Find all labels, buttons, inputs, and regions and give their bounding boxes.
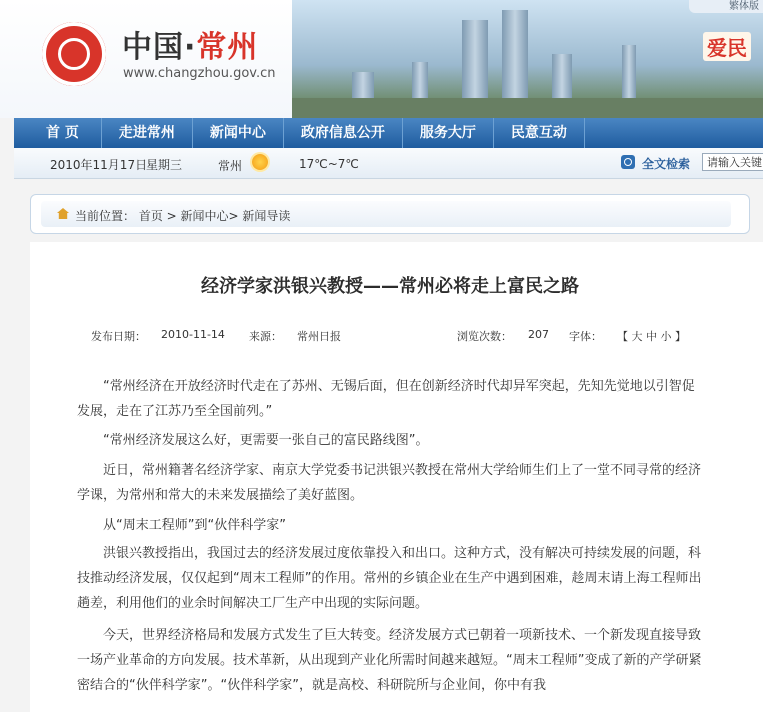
site-header bbox=[0, 0, 763, 118]
nav-item-service-hall[interactable]: 服务大厅 bbox=[403, 118, 494, 148]
breadcrumb-box bbox=[30, 194, 750, 234]
site-url: www.changzhou.gov.cn bbox=[123, 66, 276, 81]
article-panel bbox=[30, 242, 763, 712]
home-icon bbox=[57, 208, 69, 219]
nav-item-home[interactable]: 首 页 bbox=[14, 118, 102, 148]
sun-icon bbox=[252, 154, 268, 170]
publish-date: 2010-11-14 bbox=[161, 328, 225, 341]
article-paragraph: 近日，常州籍著名经济学家、南京大学党委书记洪银兴教授在常州大学给师生们上了一堂不同寻常的经济学课，为常州和常大的未来发展描绘了美好蓝图。 bbox=[77, 463, 702, 503]
article-title: 经济学家洪银兴教授——常州必将走上富民之路 bbox=[201, 276, 579, 297]
site-logo-title[interactable]: 中国·常州 bbox=[122, 30, 259, 65]
current-weekday: 星期三 bbox=[146, 158, 183, 172]
nav-item-news-center[interactable]: 新闻中心 bbox=[193, 118, 284, 148]
weather-city: 常州 bbox=[218, 159, 243, 173]
source-label: 来源： bbox=[249, 330, 282, 343]
header-banner-image bbox=[292, 0, 763, 118]
view-count-label: 浏览次数： bbox=[457, 330, 512, 343]
fulltext-search-button[interactable]: 全文检索 bbox=[642, 157, 691, 171]
view-count: 207 bbox=[528, 328, 549, 341]
publish-date-label: 发布日期： bbox=[91, 330, 146, 343]
nav-item-gov-info[interactable]: 政府信息公开 bbox=[284, 118, 403, 148]
nav-item-public-interaction[interactable]: 民意互动 bbox=[494, 118, 585, 148]
city-seal-logo[interactable] bbox=[42, 22, 106, 86]
article-paragraph: 洪银兴教授指出，我国过去的经济发展过度依靠投入和出口。这种方式，没有解决可持续发展的问题，科技推动经济发展，仅仅起到“周末工程师”的作用。常州的乡镇企业在生产中遇到困难，趁周末请上海工程师出趟差，利用他们的业余时间解决工厂生产中出现的实际问题。 bbox=[77, 546, 702, 611]
traditional-chinese-link[interactable]: 繁体版 bbox=[689, 0, 763, 13]
search-input[interactable] bbox=[702, 153, 763, 171]
article-paragraph: “常州经济在开放经济时代走在了苏州、无锡后面，但在创新经济时代却异军突起，先知先觉地以引智促发展，走在了江苏乃至全国前列。” bbox=[77, 379, 695, 419]
font-size-switcher[interactable]: 【 大 中 小 】 bbox=[617, 330, 686, 343]
source-value: 常州日报 bbox=[297, 330, 341, 343]
article-subheading: 从“周末工程师”到“伙伴科学家” bbox=[103, 518, 286, 533]
breadcrumb[interactable]: 当前位置： 首页 > 新闻中心> 新闻导读 bbox=[75, 209, 291, 223]
main-nav bbox=[14, 118, 763, 148]
article-paragraph: “常州经济发展这么好，更需要一张自己的富民路线图”。 bbox=[103, 433, 429, 448]
font-size-label: 字体： bbox=[569, 330, 602, 343]
info-bar bbox=[14, 148, 763, 179]
nav-item-about-changzhou[interactable]: 走进常州 bbox=[102, 118, 193, 148]
weather-temperature: 17℃~7℃ bbox=[299, 157, 359, 171]
current-date: 2010年11月17日 bbox=[50, 158, 148, 172]
article-paragraph: 今天，世界经济格局和发展方式发生了巨大转变。经济发展方式已朝着一项新技术、一个新发现直接导致一场产业革命的方向发展。技术革新，从出现到产业化所需时间越来越短。“周末工程师”变成了新的产学研紧密结合的“伙伴科学家”。“伙伴科学家”，就是高校、科研院所与企业间，你中有我 bbox=[77, 628, 702, 693]
search-icon[interactable] bbox=[621, 155, 635, 169]
aimin-badge[interactable]: 爱民 bbox=[703, 32, 751, 61]
